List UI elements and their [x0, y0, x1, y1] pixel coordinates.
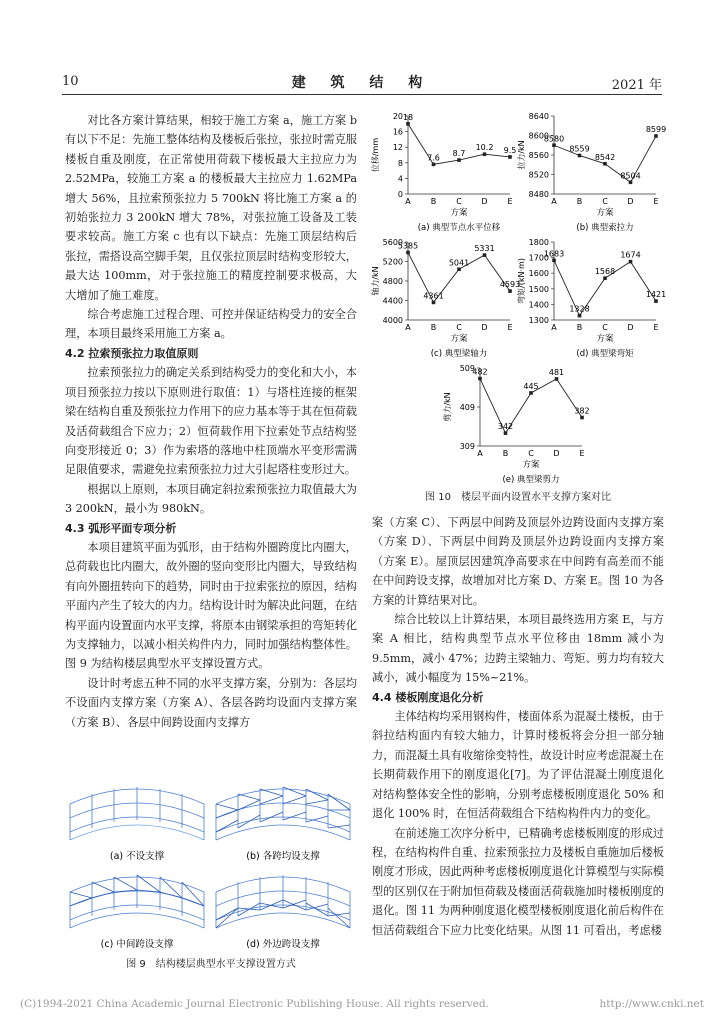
data-point: [654, 134, 658, 138]
paragraph: 综合比较以上计算结果，本项目最终选用方案 E，与方案 A 相比，结构典型节点水平位移由 18mm 减小为 9.5mm，减小 47%；边跨主梁轴力、弯矩、剪力均有较大减小，减小幅度为 15%~21%。: [372, 613, 664, 685]
data-point: [457, 158, 461, 162]
data-label: 482: [472, 367, 488, 377]
x-tick-label: D: [627, 197, 634, 206]
data-point: [552, 258, 556, 262]
y-tick-label: 5600: [382, 238, 403, 247]
paragraph: 对比各方案计算结果，相较于施工方案 a，施工方案 b 有以下不足：先施工整体结构及楼板后张拉，张拉时需克服楼板自重及刚度，在正常使用荷载下楼板最大主拉应力为 2.52MPa，较施工方案 a 的楼板最大主拉应力 1.62MPa 增大 56%，且拉索预张拉力 5 700kN 将比施工方案 a 的初始张拉力 3 200kN 增大 78%，对张拉施工设备及工装要求较高。施工方案 c 也有以下缺点：先施工顶层结构后张拉，需搭设高空脚手架，且仅张拉顶层时结构变形较大，最大达 100mm，对于张拉施工的精度控制要求极高，大大增加了施工难度。: [65, 114, 357, 302]
x-tick-label: D: [481, 197, 488, 206]
y-tick-label: 8: [397, 158, 403, 168]
data-point: [483, 152, 487, 156]
x-tick-label: B: [502, 449, 509, 458]
paragraph: 综合考虑施工过程合理、可控并保证结构受力的安全合理，本项目最终采用施工方案 a。: [65, 308, 357, 341]
y-tick-label: 0: [397, 190, 403, 199]
data-label: 4361: [423, 291, 444, 301]
data-label: 8580: [543, 134, 565, 144]
x-tick-label: C: [528, 449, 534, 458]
section-heading: 4.4 楼板刚度退化分析: [372, 690, 484, 704]
paragraph: 拉索预张拉力的确定关系到结构受力的变化和大小，本项目预张拉力按以下原则进行取值：1）与塔柱连接的框架梁在结构自重及预张拉力作用下的应力基本等于其在恒荷载及活荷载组合下应力；2）恒荷载作用下拉索处节点结构竖向变形接近 0；3）作为索塔的落地中柱顶端水平变形需满足限值要求，需避免拉索预张拉力过大引起塔柱变形过大。: [65, 366, 357, 477]
data-point: [478, 377, 482, 381]
arc-floor-plan-outer-brace: [216, 875, 350, 928]
data-point: [508, 155, 512, 159]
y-axis-label: 拉力/kN: [517, 140, 526, 170]
x-axis-label: 方案: [522, 460, 540, 470]
y-tick-label: 8600: [528, 131, 549, 141]
chart-title: (a) 典型节点水平位移: [417, 223, 501, 233]
footer-url: http://www.cnki.net: [599, 998, 704, 1010]
x-tick-label: B: [576, 197, 583, 206]
data-label: 8599: [645, 124, 667, 134]
x-tick-label: A: [405, 197, 411, 206]
data-point: [406, 251, 410, 255]
data-label: 1683: [543, 249, 565, 259]
arc-floor-plan-braced: [216, 787, 350, 840]
fig9-panel-c: [62, 868, 212, 952]
y-tick-label: 1700: [528, 253, 549, 263]
chart-axial-force: [368, 234, 521, 360]
data-label: 8.7: [452, 149, 466, 159]
y-tick-label: 409: [459, 403, 475, 412]
page-footer: [20, 998, 704, 1010]
x-tick-label: C: [602, 323, 608, 332]
fig9-panel-a: [62, 780, 212, 864]
y-tick-label: 1800: [528, 238, 549, 247]
data-point: [504, 431, 508, 435]
x-tick-label: E: [653, 323, 659, 332]
x-axis-label: 方案: [450, 208, 468, 218]
paragraph: 设计时考虑五种不同的水平支撑方案，分别为：各层均不设面内支撑方案（方案 A）、各层各跨均设面内支撑方案（方案 B）、各层中间跨设面内支撑方: [65, 676, 357, 729]
y-tick-label: 8560: [528, 151, 549, 160]
data-label: 9.5: [503, 145, 517, 155]
data-label: 18: [402, 112, 414, 122]
y-tick-label: 1400: [528, 300, 549, 310]
x-tick-label: C: [456, 323, 462, 332]
page-number: 10: [62, 74, 79, 89]
data-label: 5385: [397, 241, 419, 251]
data-label: 1568: [594, 267, 616, 277]
data-point: [578, 314, 582, 318]
chart-title: (c) 典型梁轴力: [430, 349, 488, 359]
x-tick-label: E: [507, 323, 513, 332]
arc-floor-plan-mid-brace: [70, 875, 204, 928]
chart-displacement: [368, 108, 518, 234]
section-heading: 4.2 拉索预张拉力取值原则: [65, 346, 199, 360]
y-tick-label: 1300: [528, 316, 549, 325]
fig9-label-d: (d) 外边跨设支撑: [246, 939, 320, 950]
paragraph: 本项目建筑平面为弧形，由于结构外圈跨度比内圈大，总荷载也比内圈大，故外圈的竖向变形比内圈大，导致结构有向外圈扭转向下的趋势，同时由于拉索张拉的原因，结构平面内产生了较大的内力。结构设计时为解决此问题，在结构平面内设置面内水平支撑，将原本由钢梁承担的弯矩转化为支撑轴力，以减小相关构件内力，同时加强结构整体性。图 9 为结构楼层典型水平支撑设置方式。: [65, 540, 357, 671]
y-tick-label: 8640: [528, 112, 549, 121]
arc-floor-plan: [70, 787, 204, 840]
x-tick-label: C: [602, 197, 608, 206]
fig9-panel-b: [208, 780, 358, 864]
data-label: 10.2: [475, 143, 494, 153]
copyright-notice: (C)1994-2021 China Academic Journal Electronic Publishing House. All rights reserved.: [20, 998, 489, 1010]
y-tick-label: 4: [397, 174, 403, 184]
data-point: [555, 377, 559, 381]
y-axis-label: 位移/mm: [371, 137, 380, 173]
fig9-label-a: (a) 不设支撑: [109, 851, 165, 862]
data-label: 382: [574, 406, 590, 416]
x-tick-label: D: [553, 449, 560, 458]
x-tick-label: B: [576, 323, 583, 332]
x-axis-label: 方案: [596, 208, 614, 218]
fig9-panel-d: [208, 868, 358, 952]
y-tick-label: 12: [392, 143, 403, 153]
chart-title: (b) 典型索拉力: [576, 223, 634, 233]
data-label: 481: [548, 367, 565, 377]
chart-title: (e) 典型梁剪力: [502, 475, 560, 485]
data-label: 4593: [499, 280, 521, 290]
data-point: [483, 253, 487, 257]
chart-cable-force: [514, 108, 667, 234]
data-point: [406, 122, 410, 126]
fig10-caption: 图 10 楼层平面内设置水平支撑方案对比: [425, 492, 611, 503]
data-point: [629, 260, 633, 264]
x-tick-label: C: [456, 197, 462, 206]
data-label: 8542: [594, 152, 616, 162]
chart-shear-force: [440, 360, 590, 486]
y-tick-label: 1500: [528, 284, 549, 294]
y-tick-label: 8480: [528, 190, 549, 199]
y-tick-label: 1600: [528, 269, 549, 279]
x-tick-label: B: [430, 197, 437, 206]
y-tick-label: 8520: [528, 170, 549, 180]
x-tick-label: A: [405, 323, 411, 332]
paragraph: 在前述施工次序分析中，已精确考虑楼板刚度的形成过程，在结构构件自重、拉索预张拉力及楼板自重施加后楼板刚度才形成，因此两种考虑楼板刚度退化计算模型与实际模型的区别仅在于附加恒荷载及楼面活荷载施加时楼板刚度的退化。图 11 为两种刚度退化模型楼板刚度退化前后构件在恒活荷载组合下应力比变化结果。从图 11 可看出，考虑楼: [372, 826, 664, 937]
x-tick-label: E: [579, 449, 585, 458]
data-label: 1674: [620, 250, 641, 260]
y-axis-label: 轴力/kN: [371, 266, 380, 296]
data-point: [432, 301, 436, 305]
data-label: 7.6: [427, 153, 440, 163]
data-point: [654, 299, 658, 303]
fig9-label-b: (b) 各跨均设支撑: [246, 851, 320, 862]
publication-year: 2021 年: [611, 78, 662, 93]
chart-title: (d) 典型梁弯矩: [576, 349, 634, 359]
fig9-label-c: (c) 中间跨设支撑: [100, 939, 174, 950]
y-axis-label: 弯矩/(kN·m): [517, 258, 526, 304]
x-tick-label: D: [627, 323, 634, 332]
data-label: 1328: [569, 304, 590, 314]
paragraph: 案（方案 C）、下两层中间跨及顶层外边跨设面内支撑方案（方案 D）、下两层中间跨及顶层外边跨设面内支撑方案（方案 E）。屋顶层因建筑净高要求在中间跨有高差而不能在中间跨设支撑，故增加对比方案 D、方案 E。图 10 为各方案的计算结果对比。: [372, 516, 664, 607]
left-column: [65, 111, 357, 732]
y-axis-label: 剪力/kN: [443, 392, 452, 422]
paragraph: 根据以上原则，本项目确定斜拉索预张拉力取值最大为 3 200kN，最小为 980kN。: [65, 482, 357, 516]
y-tick-label: 309: [459, 442, 475, 451]
fig9-caption: 图 9 结构楼层典型水平支撑设置方式: [126, 959, 296, 970]
x-tick-label: B: [430, 323, 437, 332]
section-heading: 4.3 弧形平面专项分析: [65, 521, 177, 535]
x-tick-label: E: [653, 197, 659, 206]
data-point: [432, 163, 436, 167]
chart-bending-moment: [514, 234, 667, 360]
y-tick-label: 509: [459, 364, 475, 373]
data-point: [629, 181, 633, 185]
x-axis-label: 方案: [450, 334, 468, 344]
y-tick-label: 16: [392, 127, 403, 137]
page-header: [62, 72, 662, 95]
y-tick-label: 5200: [382, 257, 403, 267]
x-axis-label: 方案: [596, 334, 614, 344]
data-point: [457, 267, 461, 271]
data-label: 5331: [474, 244, 495, 254]
y-tick-label: 4800: [382, 277, 403, 286]
data-point: [529, 391, 533, 395]
data-point: [580, 416, 584, 420]
data-point: [552, 143, 556, 147]
data-point: [603, 162, 607, 166]
data-label: 1421: [645, 290, 667, 300]
x-tick-label: A: [477, 449, 483, 458]
data-label: 8504: [620, 171, 641, 181]
x-tick-label: A: [551, 323, 557, 332]
y-tick-label: 20: [392, 112, 403, 121]
y-tick-label: 4000: [382, 316, 403, 325]
data-point: [578, 154, 582, 158]
data-label: 445: [523, 381, 539, 391]
data-point: [603, 276, 607, 280]
data-label: 8559: [569, 144, 590, 154]
data-label: 5041: [448, 258, 470, 268]
x-tick-label: D: [481, 323, 488, 332]
x-tick-label: E: [507, 197, 513, 206]
x-tick-label: A: [551, 197, 557, 206]
data-point: [508, 289, 512, 293]
journal-title: 建 筑 结 构: [291, 75, 433, 91]
paragraph: 主体结构均采用钢构件，楼面体系为混凝土楼板，由于斜拉结构面内有较大轴力，计算时楼板将会分担一部分轴力，而混凝土具有收缩徐变特性，故设计时应考虑混凝土在长期荷载作用下的刚度退化[7]。为了评估混凝土刚度退化对结构整体安全性的影响，分别考虑楼板刚度退化 50% 和退化 100% 时，在恒活荷载组合下结构构件内力的变化。: [372, 710, 664, 821]
y-tick-label: 4400: [382, 296, 403, 306]
right-column: [372, 513, 664, 940]
data-label: 342: [497, 422, 514, 432]
